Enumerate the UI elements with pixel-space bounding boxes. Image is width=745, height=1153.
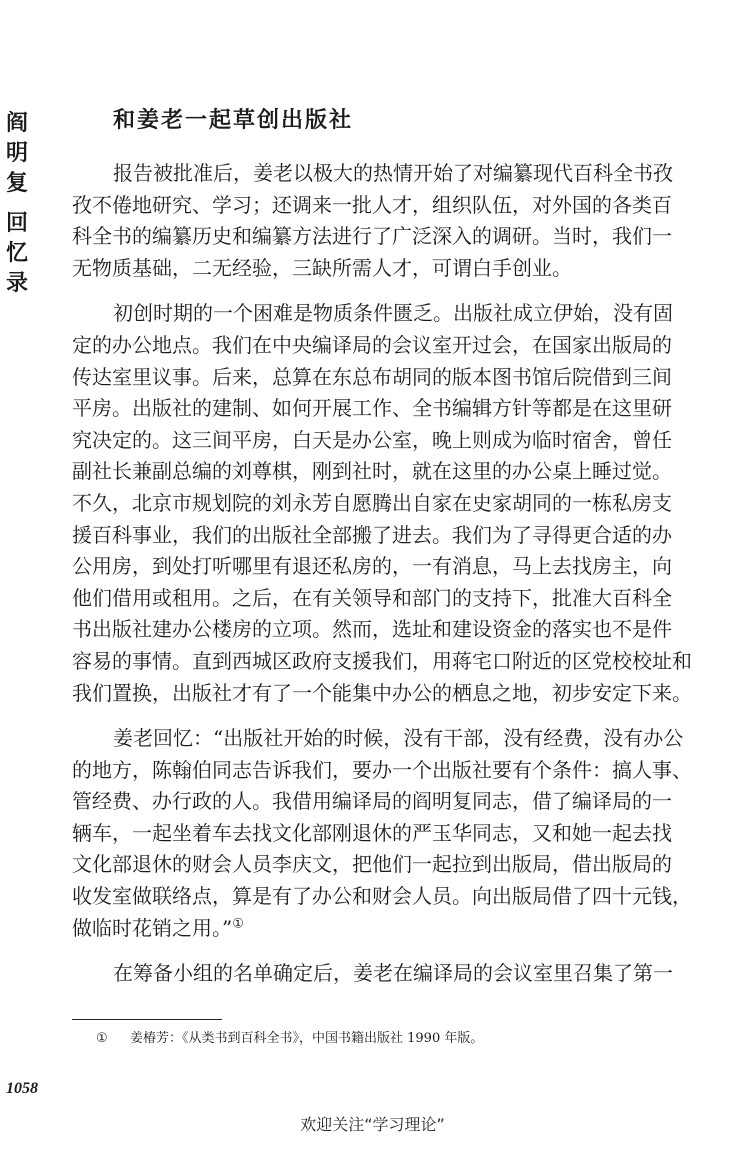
running-title-line-1: 阎明复	[6, 110, 29, 196]
footnote	[96, 1029, 483, 1049]
text-line: 收发室做联络点，算是有了办公和财会人员。向出版局借了四十元钱，	[72, 884, 692, 909]
text-line: 做临时花销之用。”①	[72, 915, 244, 940]
paragraph-spacing	[72, 284, 670, 298]
text-line: 书出版社建办公楼房的立项。然而，选址和建设资金的落实也不是件	[72, 617, 672, 642]
text-line: 平房。出版社的建制、如何开展工作、全书编辑方针等都是在这里研	[72, 396, 672, 421]
text-line: 姜老回忆：“出版社开始的时候，没有干部，没有经费，没有办公	[113, 726, 684, 751]
paragraph-spacing	[72, 944, 670, 958]
footnote-divider	[72, 1019, 222, 1020]
paragraph-spacing	[72, 709, 670, 723]
text-line: 定的办公地点。我们在中央编译局的会议室开过会，在国家出版局的	[72, 332, 672, 357]
text-line: 不久，北京市规划院的刘永芳自愿腾出自家在史家胡同的一栋私房支	[72, 490, 672, 515]
body-text	[72, 158, 692, 990]
watermark-text: 欢迎关注“学习理论”	[300, 1115, 445, 1134]
text-line: 传达室里议事。后来，总算在东总布胡同的版本图书馆后院借到三间	[72, 364, 672, 389]
text-line: 报告被批准后，姜老以极大的热情开始了对编纂现代百科全书孜	[113, 161, 673, 185]
footnote-text: 姜椿芳：《从类书到百科全书》，中国书籍出版社 1990 年版。	[130, 1031, 484, 1046]
text-line: 容易的事情。直到西城区政府支援我们，用蒋宅口附近的区党校校址和	[72, 648, 692, 673]
text-line: 他们借用或租用。之后，在有关领导和部门的支持下，批准大百科全	[72, 585, 672, 610]
text-line: 公用房，到处打听哪里有退还私房的，一有消息，马上去找房主，向	[72, 554, 672, 579]
text-line: 的地方，陈翰伯同志告诉我们，要办一个出版社要有个条件：搞人事、	[72, 757, 692, 782]
text-line: 在筹备小组的名单确定后，姜老在编译局的会议室里召集了第一	[113, 961, 673, 986]
text-line: 援百科事业，我们的出版社全部搬了进去。我们为了寻得更合适的办	[72, 522, 672, 547]
running-title	[6, 108, 28, 298]
footnote-mark: ①	[96, 1031, 108, 1046]
text-line: 孜不倦地研究、学习；还调来一批人才，组织队伍，对外国的各类百	[72, 192, 672, 217]
text-line: 初创时期的一个困难是物质条件匮乏。出版社成立伊始，没有固	[113, 301, 673, 326]
text-line: 我们置换，出版社才有了一个能集中办公的栖息之地，初步安定下来。	[72, 680, 692, 705]
text-line: 无物质基础，二无经验，三缺所需人才，可谓白手创业。	[72, 255, 572, 280]
text-line: 文化部退休的财会人员李庆文，把他们一起拉到出版局，借出版局的	[72, 852, 672, 877]
footnote-reference: ①	[232, 916, 244, 931]
text-line: 究决定的。这三间平房，白天是办公室，晚上则成为临时宿舍，曾任	[72, 427, 672, 452]
text-line: 辆车，一起坐着车去找文化部刚退休的严玉华同志，又和她一起去找	[72, 820, 672, 845]
running-title-line-2: 回忆录	[6, 210, 29, 296]
text-line: 管经费、办行政的人。我借用编译局的阎明复同志，借了编译局的一	[72, 789, 672, 814]
section-heading: 和姜老一起草创出版社	[113, 107, 354, 133]
text-line: 副社长兼副总编的刘尊棋，刚到社时，就在这里的办公桌上睡过觉。	[72, 459, 672, 484]
text-line: 科全书的编纂历史和编纂方法进行了广泛深入的调研。当时，我们一	[72, 224, 672, 249]
page-number: 1058	[6, 1080, 38, 1097]
